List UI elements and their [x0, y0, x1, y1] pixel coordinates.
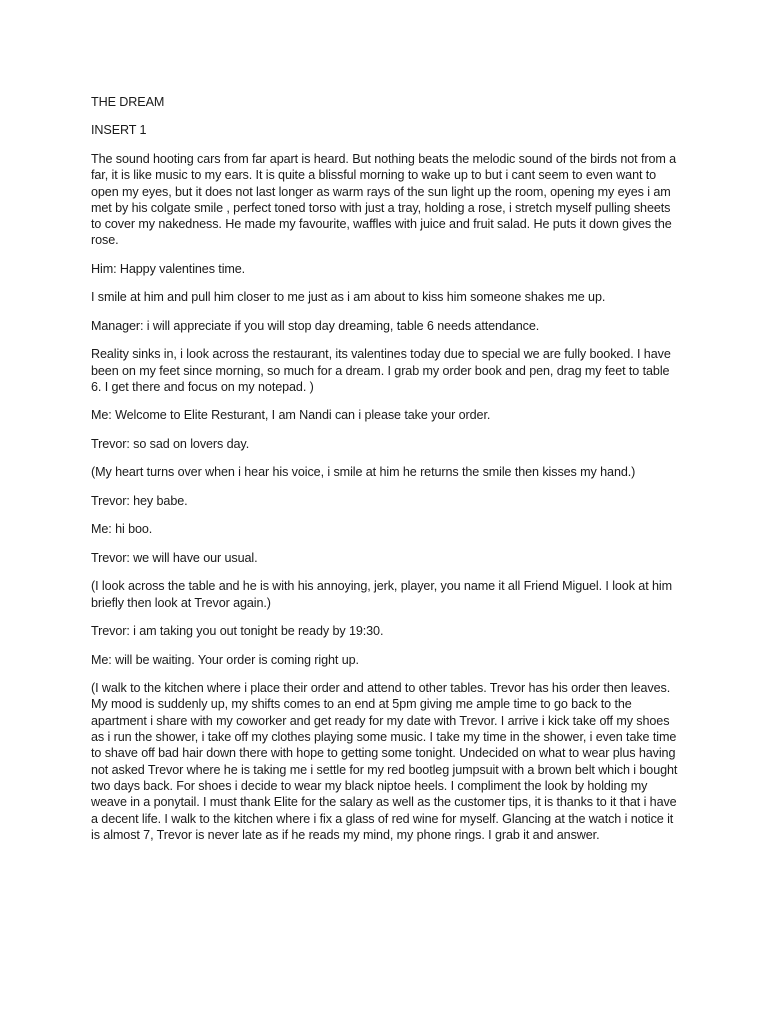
paragraph: Reality sinks in, i look across the restaurant, its valentines today due to special we are fully booked. I have been on my feet since morning, so much for a dream. I grab my order book and pen, drag my feet to table 6. I get there and focus on my notepad. ) [91, 347, 671, 394]
dialogue-line: Him: Happy valentines time. [91, 261, 246, 276]
paragraph: I smile at him and pull him closer to me just as i am about to kiss him someone shakes me up. [91, 290, 606, 305]
document-page [91, 94, 681, 855]
dialogue-line: Trevor: so sad on lovers day. [91, 436, 250, 451]
dialogue-line: Trevor: hey babe. [91, 493, 188, 508]
document-title: THE DREAM [91, 95, 165, 109]
section-heading: INSERT 1 [91, 123, 147, 138]
dialogue-line: Trevor: i am taking you out tonight be ready by 19:30. [91, 624, 384, 639]
stage-direction: (My heart turns over when i hear his voice, i smile at him he returns the smile then kisses my hand.) [91, 465, 636, 480]
dialogue-line: Trevor: we will have our usual. [91, 550, 258, 565]
paragraph-opening: The sound hooting cars from far apart is heard. But nothing beats the melodic sound of the birds not from a far, it is like music to my ears. It is quite a blissful morning to wake up to but i cant seem to even want to open my eyes, but it does not last longer as warm rays of the sun light up the room, opening my eyes i am met by his colgate smile , perfect toned torso with just a tray, holding a rose, i stretch myself pulling sheets to cover my nakedness. He made my favourite, waffles with juice and fruit salad. He puts it down gives the rose. [91, 151, 677, 248]
dialogue-line: Me: Welcome to Elite Resturant, I am Nandi can i please take your order. [91, 408, 491, 423]
stage-direction: (I look across the table and he is with his annoying, jerk, player, you name it all Friend Miguel. I look at him briefly then look at Trevor again.) [91, 579, 673, 610]
dialogue-line: Me: will be waiting. Your order is coming right up. [91, 652, 359, 667]
dialogue-line: Me: hi boo. [91, 522, 153, 537]
dialogue-line: Manager: i will appreciate if you will stop day dreaming, table 6 needs attendance. [91, 318, 540, 333]
paragraph-closing: (I walk to the kitchen where i place their order and attend to other tables. Trevor has his order then leaves. My mood is suddenly up, my shifts comes to an end at 5pm giving me ample time to go back to the apartment i share with my coworker and get ready for my date with Trevor. I arrive i kick take off my shoes as i run the shower, i take off my clothes playing some music. I take my time in the shower, i even take time to shave off bad hair down there with hope to getting some tonight. Undecided on what to wear plus having not asked Trevor where he is taking me i settle for my red bootleg jumpsuit with a brown belt which i bought two days back. For shoes i decide to wear my black niptoe heels. I compliment the look by holding my weave in a ponytail. I must thank Elite for the salary as well as the customer tips, it is thanks to it that i have a decent life. I walk to the kitchen where i fix a glass of red wine for myself. Glancing at the watch i notice it is almost 7, Trevor is never late as if he reads my mind, my phone rings. I grab it and answer. [91, 681, 678, 842]
